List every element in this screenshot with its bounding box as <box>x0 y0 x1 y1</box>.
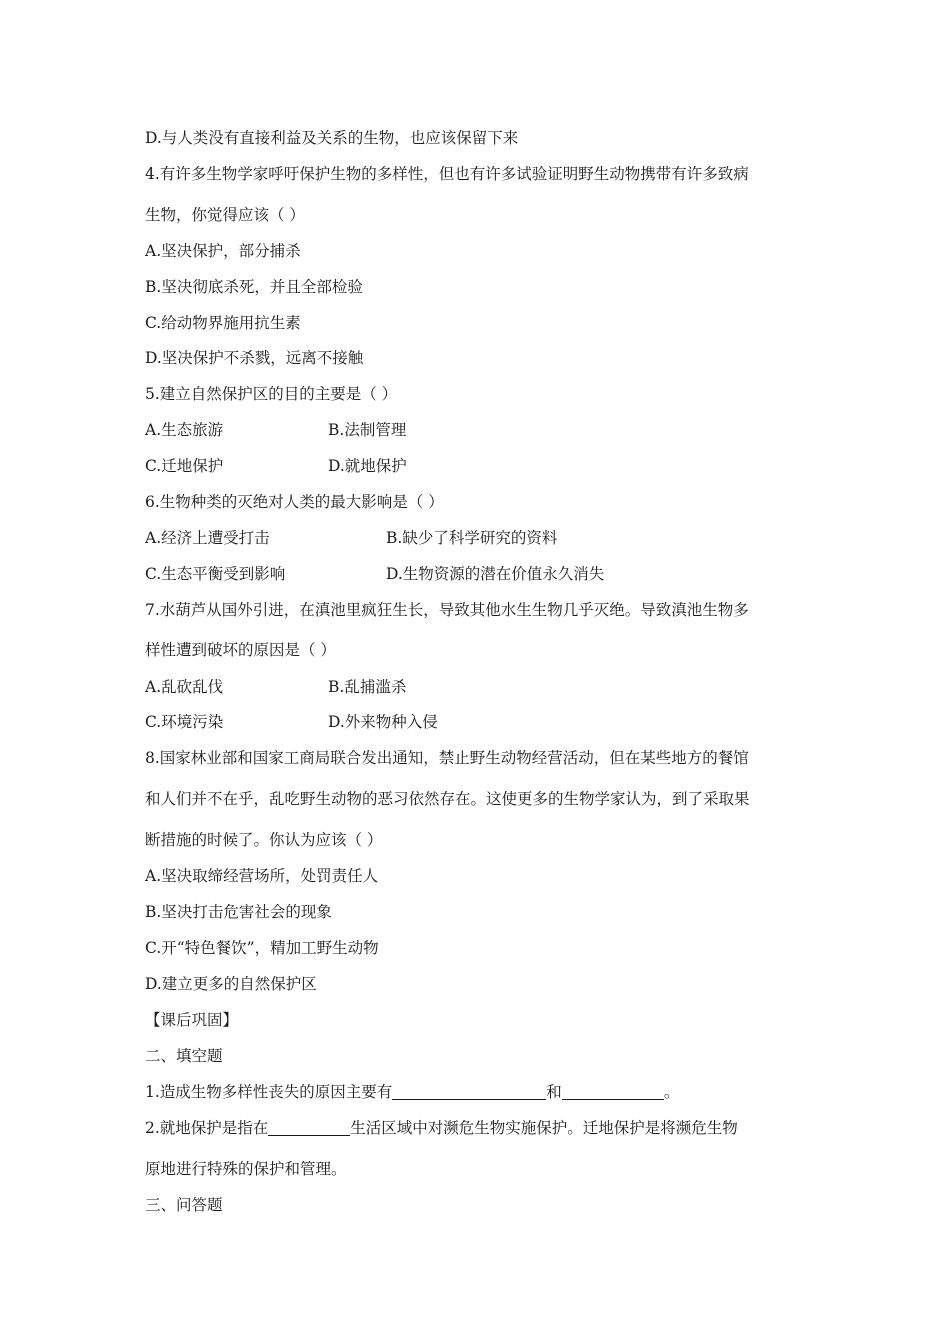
q7-option-c: C.环境污染 <box>145 713 224 731</box>
q8-stem-line1: 8.国家林业部和国家工商局联合发出通知，禁止野生动物经营活动，但在某些地方的餐馆 <box>145 749 749 767</box>
q5-option-c: C.迁地保护 <box>145 457 224 475</box>
q7-option-b: B.乱捕滥杀 <box>328 678 407 696</box>
q6-stem: 6.生物种类的灭绝对人类的最大影响是（ ） <box>145 493 444 511</box>
q7-option-a: A.乱砍乱伐 <box>145 678 224 696</box>
q4-stem-line2: 生物，你觉得应该（ ） <box>145 206 305 224</box>
q4-option-a: A.坚决保护，部分捕杀 <box>145 242 301 260</box>
q4-option-d: D.坚决保护不杀戮，远离不接触 <box>145 349 364 367</box>
section-review-heading: 【课后巩固】 <box>145 1011 239 1029</box>
q5-stem: 5.建立自然保护区的目的主要是（ ） <box>145 385 398 403</box>
fill1-blank-2[interactable] <box>562 1083 664 1100</box>
section-fill-heading: 二、填空题 <box>145 1047 223 1065</box>
q8-stem-line3: 断措施的时候了。你认为应该（ ） <box>145 831 383 849</box>
q6-option-c: C.生态平衡受到影响 <box>145 565 286 583</box>
q4-stem-line1: 4.有许多生物学家呼吁保护生物的多样性，但也有许多试验证明野生动物携带有许多致病 <box>145 165 749 183</box>
q6-option-d: D.生物资源的潜在价值永久消失 <box>386 565 605 583</box>
fill2-text-after: 生活区域中对濒危生物实施保护。迁地保护是将濒危生物 <box>350 1119 738 1137</box>
q6-option-b: B.缺少了科学研究的资料 <box>386 529 558 547</box>
fill-question-1 <box>145 1082 679 1102</box>
fill1-text-mid: 和 <box>546 1083 562 1101</box>
q4-option-b: B.坚决彻底杀死，并且全部检验 <box>145 278 363 296</box>
section-qa-heading: 三、问答题 <box>145 1196 223 1214</box>
fill2-blank[interactable] <box>268 1119 350 1136</box>
q5-option-a: A.生态旅游 <box>145 421 224 439</box>
q8-option-b: B.坚决打击危害社会的现象 <box>145 903 332 921</box>
q7-stem-line1: 7.水葫芦从国外引进，在滇池里疯狂生长，导致其他水生生物几乎灭绝。导致滇池生物多 <box>145 601 749 619</box>
fill1-text-end: 。 <box>663 1083 680 1101</box>
fill1-text-before: 1.造成生物多样性丧失的原因主要有 <box>145 1083 393 1101</box>
fill2-text-before: 2.就地保护是指在 <box>145 1119 269 1137</box>
q4-option-c: C.给动物界施用抗生素 <box>145 314 301 332</box>
q5-option-b: B.法制管理 <box>328 421 407 439</box>
q8-option-a: A.坚决取缔经营场所，处罚责任人 <box>145 867 379 885</box>
fill-question-2 <box>145 1118 738 1138</box>
q5-option-d: D.就地保护 <box>328 457 407 475</box>
q7-option-d: D.外来物种入侵 <box>328 713 438 731</box>
q8-option-c: C.开“特色餐饮”，精加工野生动物 <box>145 939 379 957</box>
q8-stem-line2: 和人们并不在乎，乱吃野生动物的恶习依然存在。这使更多的生物学家认为，到了采取果 <box>145 790 750 808</box>
q6-option-a: A.经济上遭受打击 <box>145 529 270 547</box>
q8-option-d: D.建立更多的自然保护区 <box>145 975 317 993</box>
fill2-line2: 原地进行特殊的保护和管理。 <box>145 1160 347 1178</box>
q3-option-d: D.与人类没有直接利益及关系的生物，也应该保留下来 <box>145 129 519 147</box>
fill1-blank-1[interactable] <box>392 1083 546 1100</box>
q7-stem-line2: 样性遭到破坏的原因是（ ） <box>145 641 336 659</box>
